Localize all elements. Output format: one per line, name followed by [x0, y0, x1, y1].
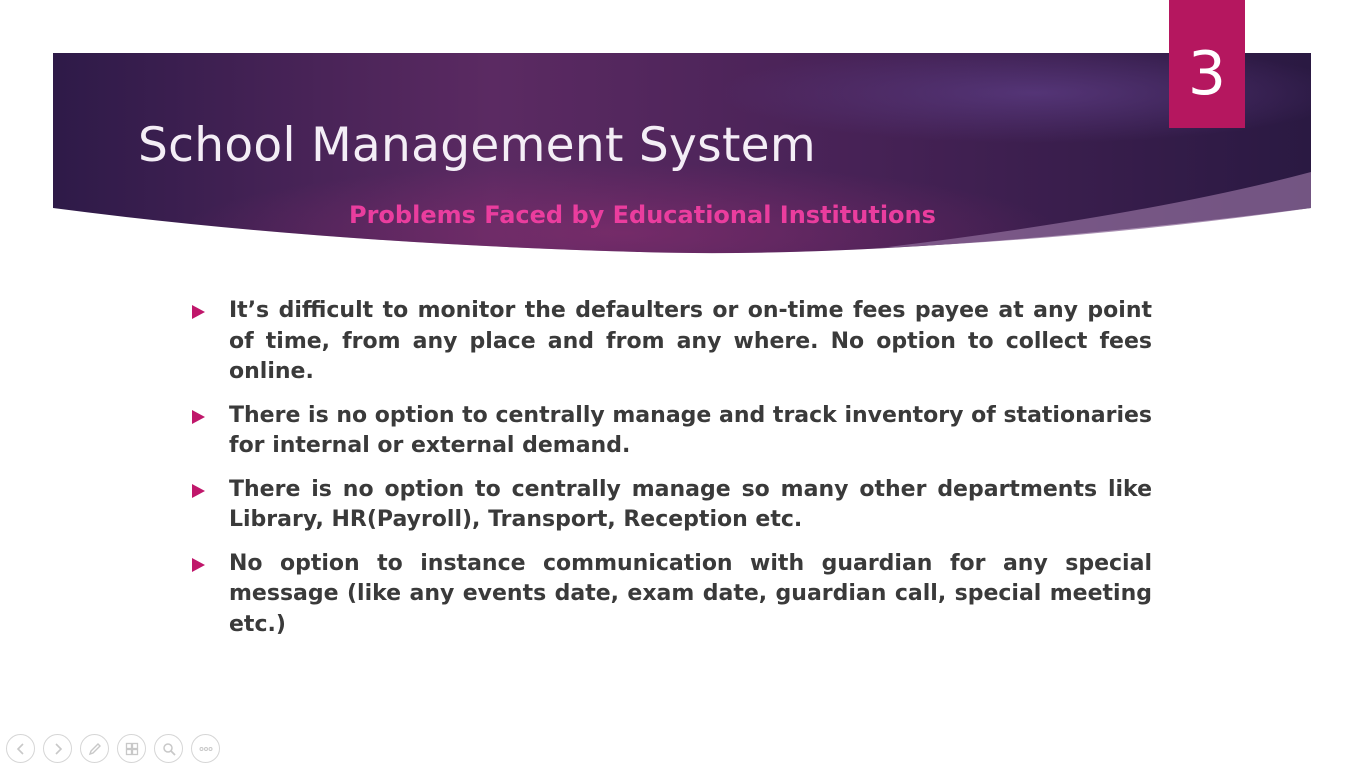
list-item: [190, 401, 1152, 462]
bullet-text: No option to instance communication with guardian for any special message (like any events date, exam date, guardian call, special meeting etc.): [229, 550, 1152, 637]
previous-slide-button[interactable]: [6, 734, 35, 763]
ellipsis-icon: [198, 741, 214, 757]
zoom-button[interactable]: [154, 734, 183, 763]
slideshow-controls: [6, 734, 220, 764]
bullet-text: There is no option to centrally manage so many other departments like Library, HR(Payroll), Transport, Reception etc.: [229, 476, 1152, 532]
grid-icon: [124, 741, 140, 757]
bullet-text: It’s difficult to monitor the defaulters or on-time fees payee at any point of time, from any place and from any where. No option to collect fees online.: [229, 298, 1152, 384]
slide-subtitle: Problems Faced by Educational Institutions: [349, 201, 936, 229]
pen-icon: [87, 741, 103, 757]
arrow-left-icon: [14, 742, 28, 756]
triangle-bullet-icon: [192, 410, 205, 424]
arrow-right-icon: [51, 742, 65, 756]
slide-number-badge: 3: [1169, 0, 1245, 128]
triangle-bullet-icon: [192, 484, 205, 498]
slide-title: School Management System: [138, 118, 816, 173]
see-all-slides-button[interactable]: [117, 734, 146, 763]
magnifier-icon: [161, 741, 177, 757]
triangle-bullet-icon: [192, 558, 205, 572]
bullet-list: [190, 296, 1152, 653]
bullet-text: There is no option to centrally manage and track inventory of stationaries for internal or external demand.: [229, 402, 1152, 458]
list-item: [190, 549, 1152, 641]
next-slide-button[interactable]: [43, 734, 72, 763]
list-item: [190, 475, 1152, 536]
triangle-bullet-icon: [192, 305, 205, 319]
pen-button[interactable]: [80, 734, 109, 763]
more-options-button[interactable]: [191, 734, 220, 763]
list-item: [190, 296, 1152, 388]
